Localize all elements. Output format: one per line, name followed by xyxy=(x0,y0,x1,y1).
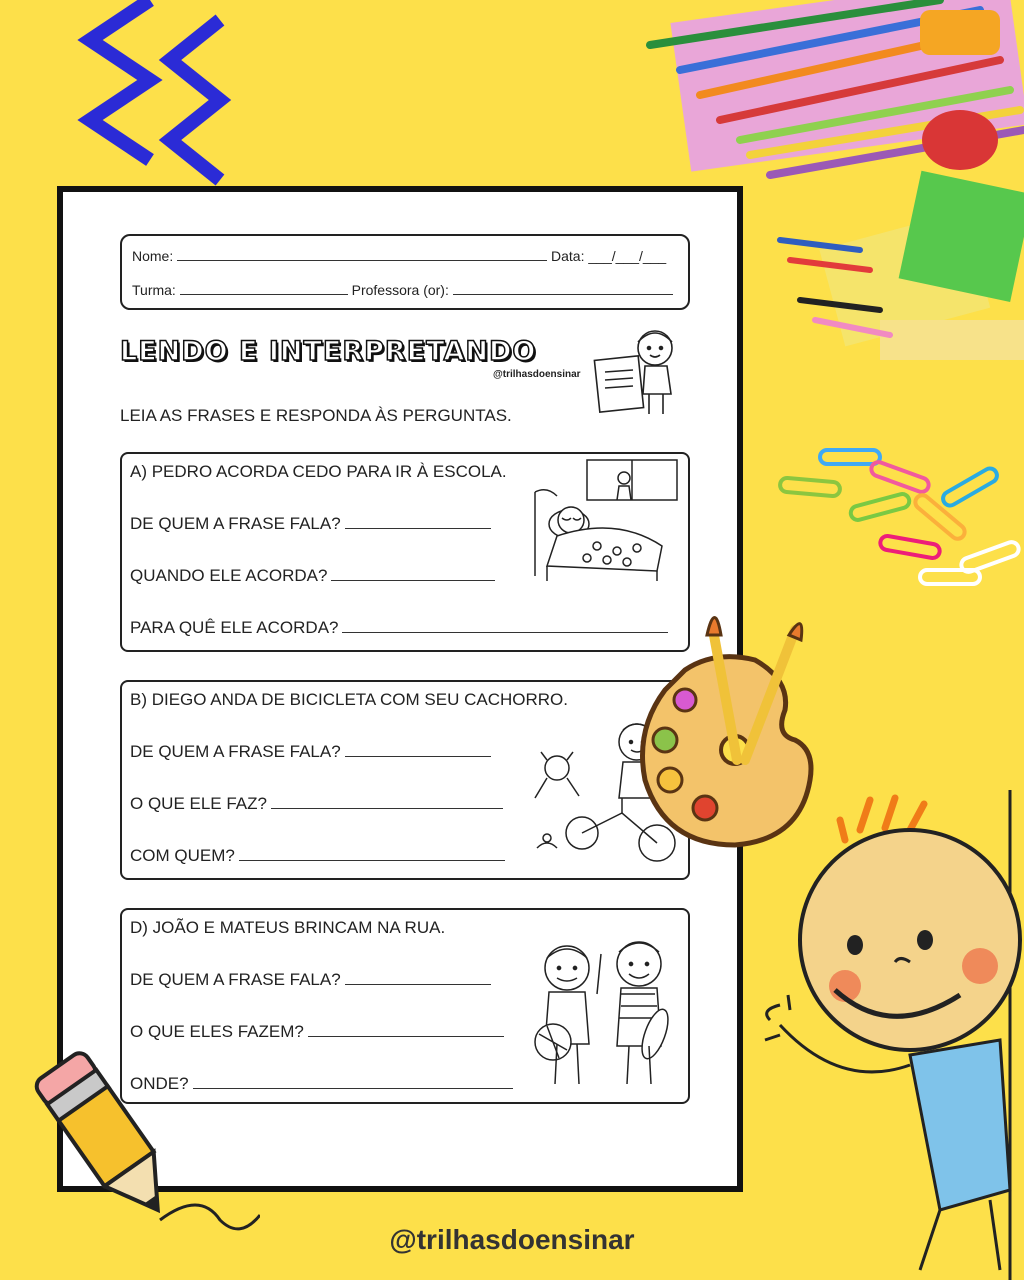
answer-line[interactable] xyxy=(239,846,505,861)
question-text: DE QUEM A FRASE FALA? xyxy=(130,742,341,761)
instruction-text: LEIA AS FRASES E RESPONDA ÀS PERGUNTAS. xyxy=(120,406,512,425)
waving-boy-character xyxy=(760,790,1024,1280)
name-label: Nome: xyxy=(132,248,174,264)
answer-line[interactable] xyxy=(342,618,668,633)
answer-line[interactable] xyxy=(308,1022,504,1037)
question-section-a xyxy=(120,452,690,652)
question-text: ONDE? xyxy=(130,1074,189,1093)
student-info-box xyxy=(120,234,690,310)
answer-line[interactable] xyxy=(345,742,491,757)
question-row xyxy=(130,618,668,638)
girl-reading-illustration xyxy=(593,324,693,419)
question-text: QUANDO ELE ACORDA? xyxy=(130,566,328,585)
question-row xyxy=(130,514,491,534)
date-label: Data: ___/___/___ xyxy=(551,248,667,264)
footer-handle: @trilhasdoensinar xyxy=(389,1224,635,1255)
answer-line[interactable] xyxy=(331,566,495,581)
question-row xyxy=(130,846,505,866)
teacher-line[interactable] xyxy=(453,282,673,295)
question-text: COM QUEM? xyxy=(130,846,235,865)
answer-line[interactable] xyxy=(345,514,491,529)
question-row xyxy=(130,742,491,762)
worksheet-handle: @trilhasdoensinar xyxy=(493,369,581,380)
answer-line[interactable] xyxy=(271,794,503,809)
name-row xyxy=(132,248,666,264)
class-label: Turma: xyxy=(132,282,176,298)
question-text: O QUE ELES FAZEM? xyxy=(130,1022,304,1041)
question-row xyxy=(130,794,503,814)
zigzag-decoration xyxy=(70,0,250,190)
sentence-d: D) JOÃO E MATEUS BRINCAM NA RUA. xyxy=(130,918,446,937)
question-row xyxy=(130,566,495,586)
question-text: DE QUEM A FRASE FALA? xyxy=(130,514,341,533)
name-line[interactable] xyxy=(177,248,547,261)
sentence-b: B) DIEGO ANDA DE BICICLETA COM SEU CACHORRO. xyxy=(130,690,568,709)
pencil-image xyxy=(20,1020,260,1240)
boy-sleeping-illustration xyxy=(527,456,687,586)
question-text: O QUE ELE FAZ? xyxy=(130,794,267,813)
answer-line[interactable] xyxy=(345,970,491,985)
question-row xyxy=(130,970,491,990)
paper-clips-image xyxy=(760,440,1024,600)
class-line[interactable] xyxy=(180,282,348,295)
teacher-label: Professora (or): xyxy=(351,282,449,298)
worksheet-title: LENDO E INTERPRETANDO xyxy=(120,336,537,367)
question-section-b xyxy=(120,680,690,880)
sentence-a: A) PEDRO ACORDA CEDO PARA IR À ESCOLA. xyxy=(130,462,507,481)
question-text: PARA QUÊ ELE ACORDA? xyxy=(130,618,339,637)
two-boys-playing-illustration xyxy=(527,934,687,1094)
question-text: DE QUEM A FRASE FALA? xyxy=(130,970,341,989)
class-row xyxy=(132,282,673,298)
